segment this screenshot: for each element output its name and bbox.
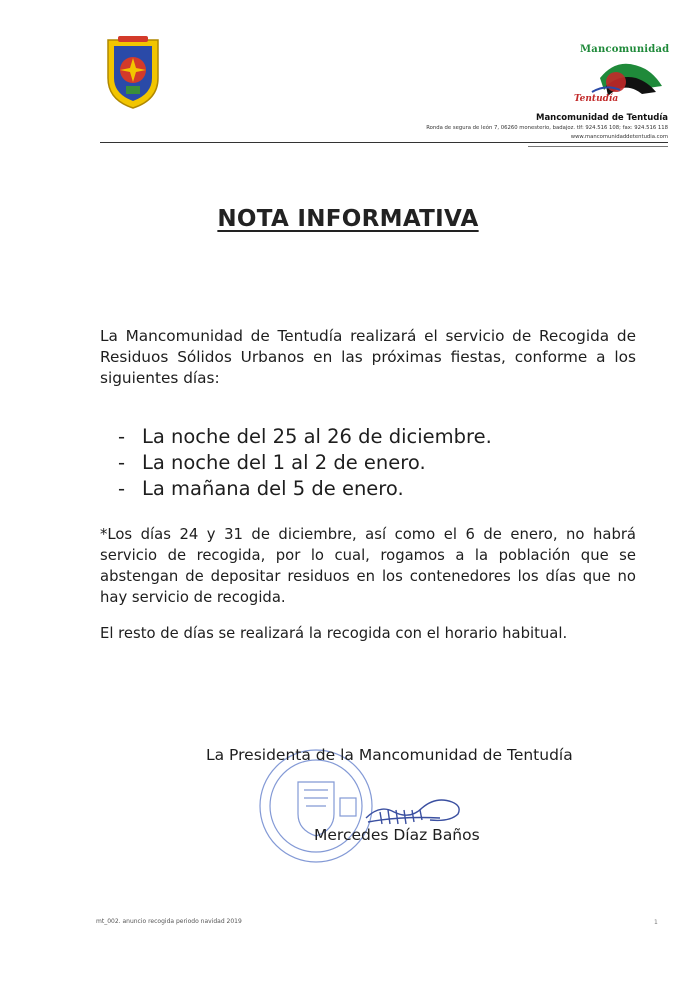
document-code: mt_002. anuncio recogida periodo navidad 2019 <box>96 918 242 925</box>
list-dash: - <box>118 451 126 474</box>
organization-address: Ronda de segura de león 7, 06260 monesterio, badajoz. tlf: 924.516 108; fax: 924.516 118 <box>426 125 668 131</box>
collection-days-list <box>118 424 492 502</box>
note-paragraph: *Los días 24 y 31 de diciembre, así como el 6 de enero, no habrá servicio de recogida, por lo cual, rogamos a la población que se abstengan de depositar residuos en los contenedores los días que no hay servicio de recogida. <box>100 526 636 606</box>
page-number: 1 <box>654 919 658 926</box>
document-title <box>0 206 696 232</box>
mancomunidad-logo-icon <box>586 56 666 98</box>
closing-paragraph: El resto de días se realizará la recogida con el horario habitual. <box>100 625 568 642</box>
list-item-text: La noche del 25 al 26 de diciembre. <box>142 425 492 448</box>
document-title-text: NOTA INFORMATIVA <box>217 206 479 232</box>
logo-subtitle: Tentudía <box>574 94 619 104</box>
list-item <box>118 476 492 502</box>
organization-website: www.mancomunidaddetentudia.com <box>570 134 668 140</box>
list-item <box>118 424 492 450</box>
list-item-text: La noche del 1 al 2 de enero. <box>142 451 426 474</box>
list-item-text: La mañana del 5 de enero. <box>142 477 404 500</box>
list-dash: - <box>118 425 126 448</box>
municipal-crest-icon <box>104 34 162 110</box>
list-dash: - <box>118 477 126 500</box>
handwritten-signature-icon <box>360 782 470 832</box>
signatory-name: Mercedes Díaz Baños <box>314 826 480 844</box>
logo-title: Mancomunidad <box>580 44 670 55</box>
organization-name: Mancomunidad de Tentudía <box>535 113 668 123</box>
mancomunidad-logo <box>556 40 668 114</box>
signatory-role: La Presidenta de la Mancomunidad de Tentudía <box>206 746 573 764</box>
intro-paragraph: La Mancomunidad de Tentudía realizará el servicio de Recogida de Residuos Sólidos Urbanos en las próximas fiestas, conforme a los siguientes días: <box>100 327 636 387</box>
header-divider-secondary <box>528 146 668 147</box>
list-item <box>118 450 492 476</box>
header-divider <box>100 142 668 143</box>
